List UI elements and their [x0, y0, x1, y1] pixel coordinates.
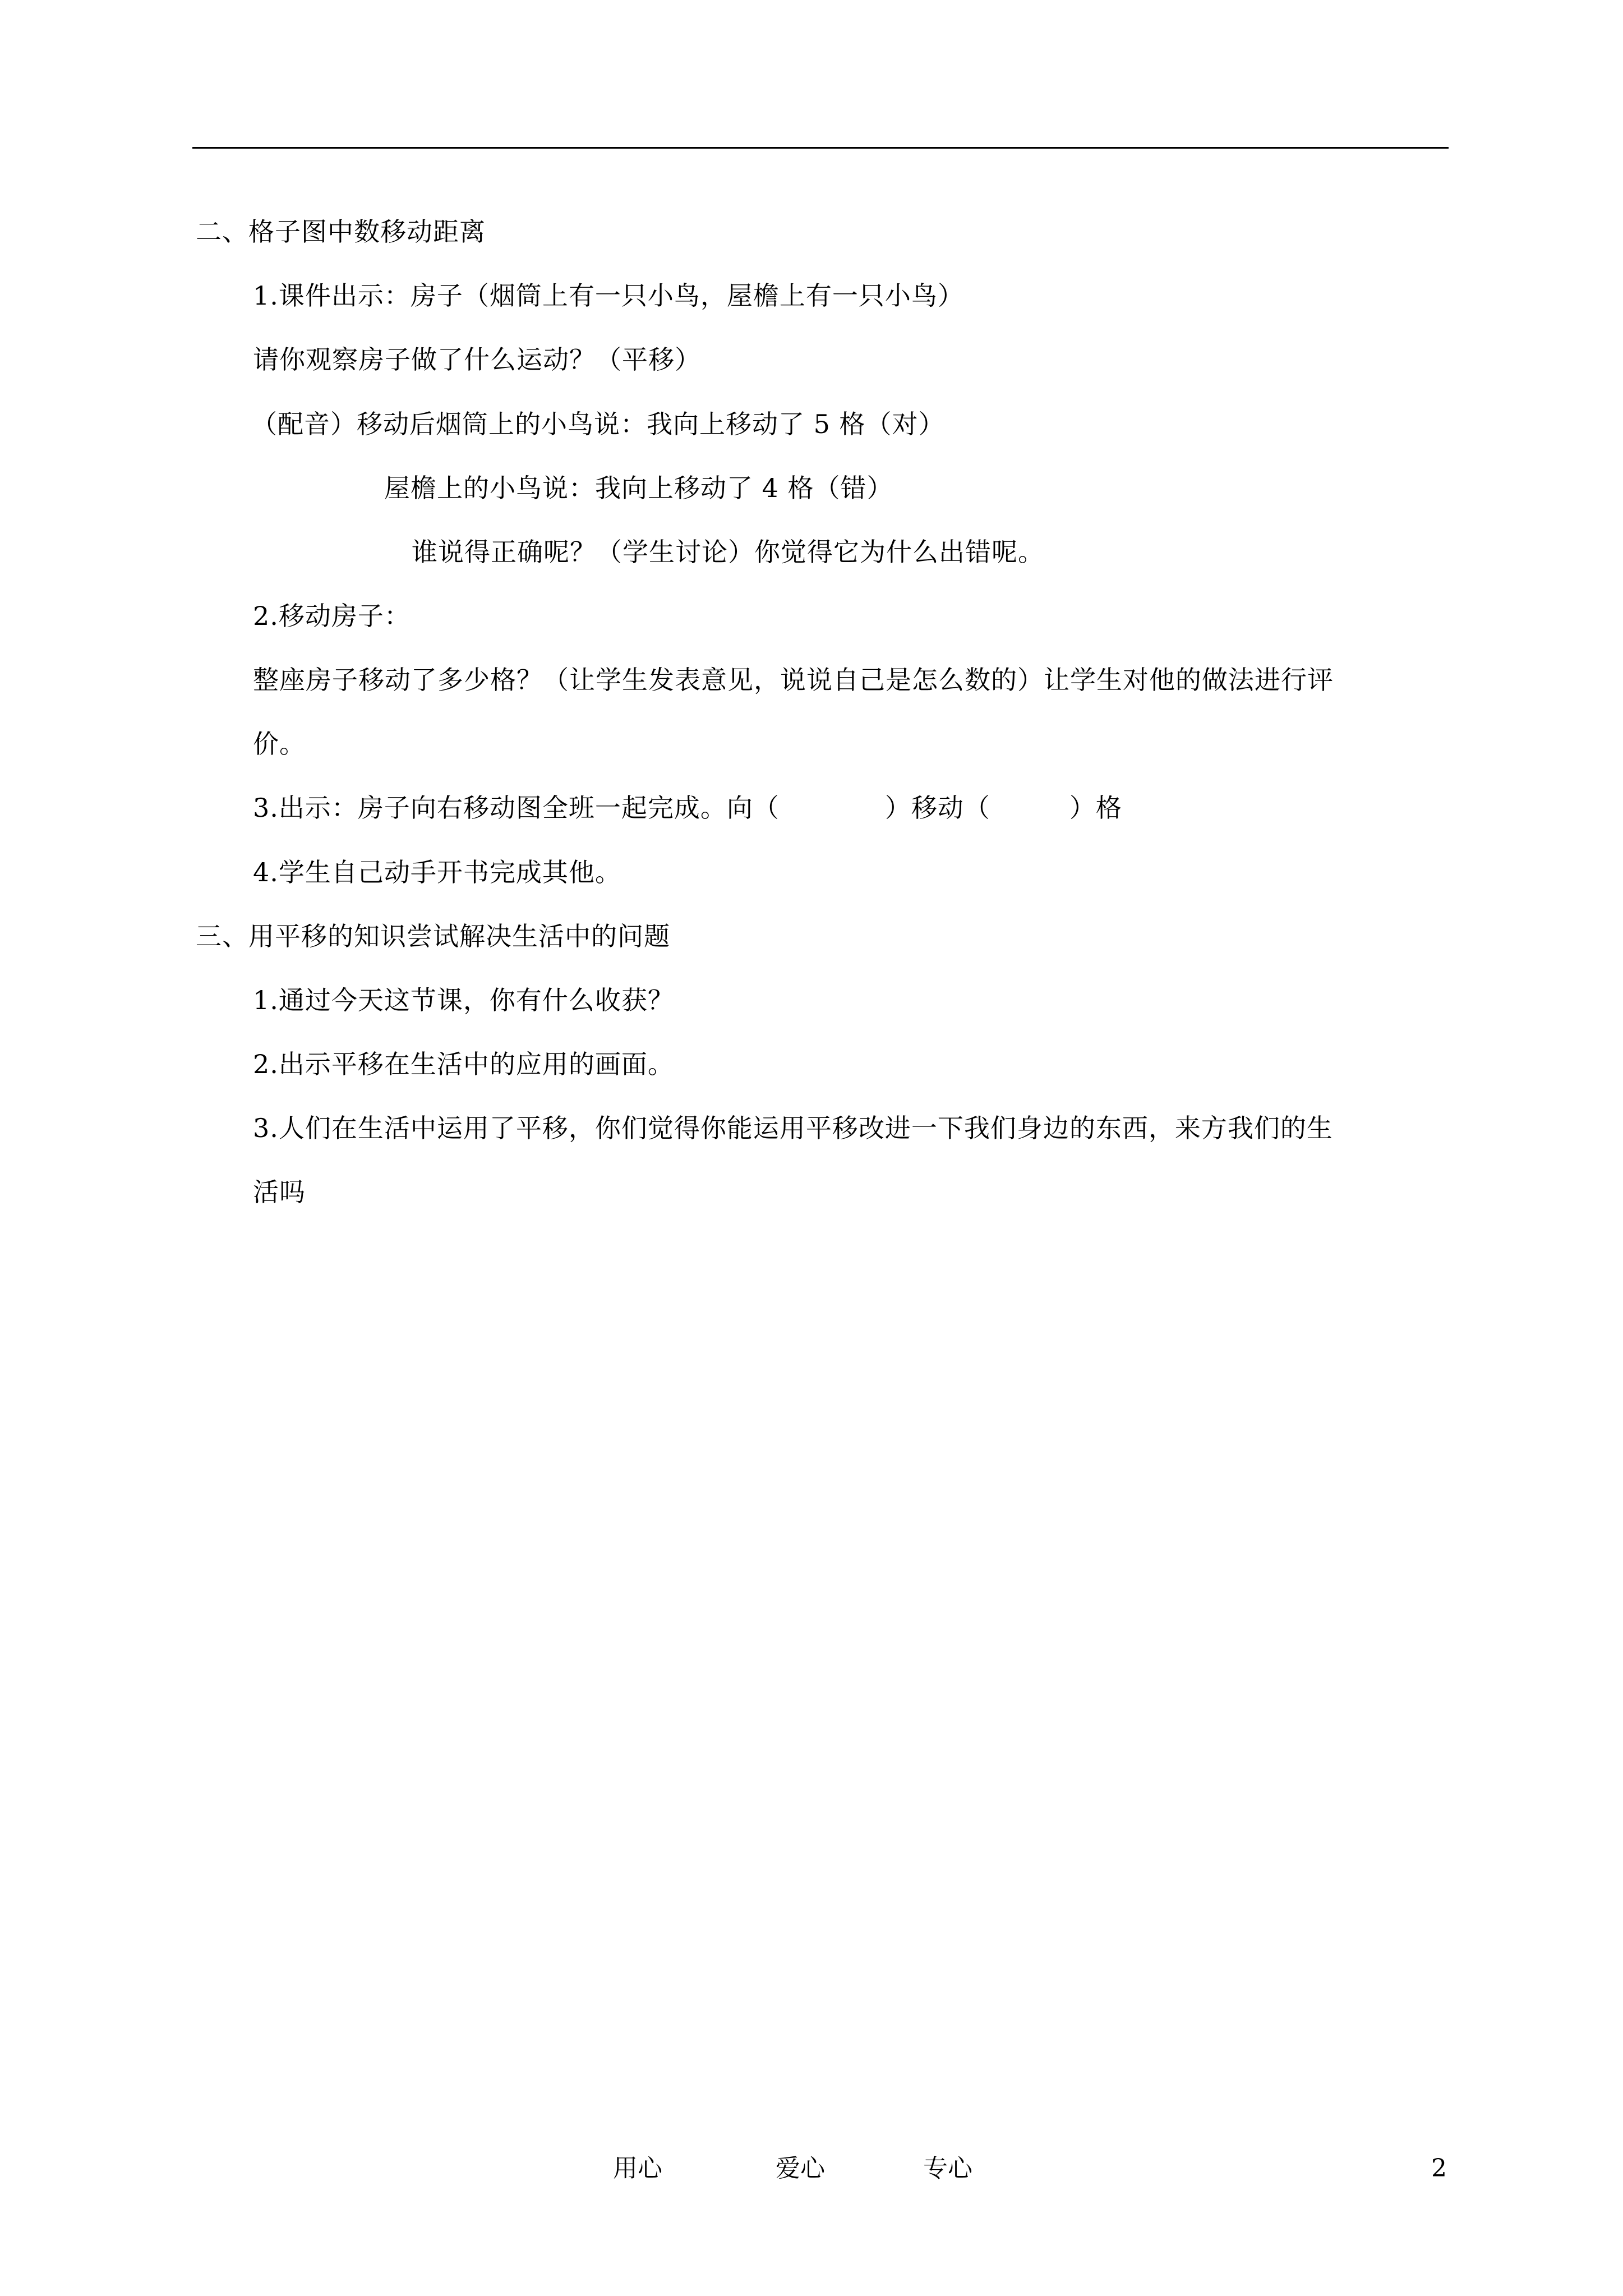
footer-motto-3: 专心	[923, 2154, 972, 2183]
section-2-item-4: 4.学生自己动手开书完成其他。	[253, 857, 621, 887]
section-2-item-1-question: 请你观察房子做了什么运动？（平移）	[253, 344, 701, 375]
section-2-item-1-voiceover-2: 屋檐上的小鸟说：我向上移动了 4 格（错）	[384, 473, 893, 503]
section-3-item-3-line-2: 活吗	[253, 1177, 306, 1207]
footer-motto-1: 用心	[613, 2154, 662, 2183]
section-2-item-2-text-line-2: 价。	[253, 729, 306, 759]
header-rule	[192, 147, 1449, 149]
section-3-item-3-line-1: 3.人们在生活中运用了平移，你们觉得你能运用平移改进一下我们身边的东西，来方我们的生	[253, 1113, 1333, 1143]
section-3-item-1: 1.通过今天这节课，你有什么收获？	[253, 985, 674, 1015]
footer-motto-2: 爱心	[776, 2154, 825, 2183]
section-2-item-2-text-line-1: 整座房子移动了多少格？（让学生发表意见，说说自己是怎么数的）让学生对他的做法进行评	[253, 665, 1334, 695]
section-3-heading: 三、用平移的知识尝试解决生活中的问题	[196, 921, 670, 951]
section-2-item-1-voiceover-3: 谁说得正确呢？（学生讨论）你觉得它为什么出错呢。	[412, 537, 1044, 567]
section-2-heading: 二、格子图中数移动距离	[196, 217, 486, 247]
page-number: 2	[1431, 2154, 1447, 2183]
section-2-item-3: 3.出示：房子向右移动图全班一起完成。向（ ）移动（ ）格	[253, 793, 1122, 823]
section-2-item-1: 1.课件出示：房子（烟筒上有一只小鸟，屋檐上有一只小鸟）	[253, 280, 964, 311]
section-2-item-2: 2.移动房子：	[253, 601, 411, 631]
section-3-item-2: 2.出示平移在生活中的应用的画面。	[253, 1049, 674, 1079]
section-2-item-1-voiceover-1: （配音）移动后烟筒上的小鸟说：我向上移动了 5 格（对）	[251, 409, 945, 439]
